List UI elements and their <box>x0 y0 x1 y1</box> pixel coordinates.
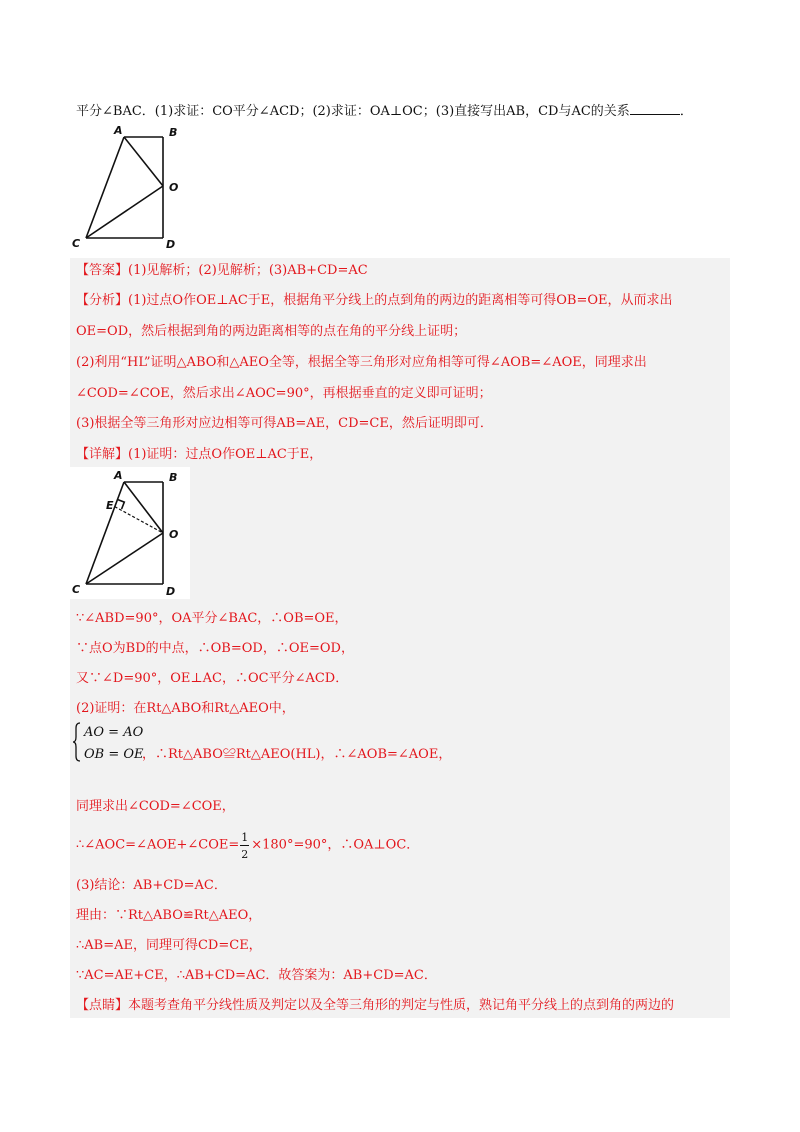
label-O: O <box>169 181 179 194</box>
answer-blank <box>630 101 680 115</box>
label-C: C <box>72 583 81 596</box>
label-E: E <box>106 499 114 512</box>
proof-line-7a: ∴∠AOC=∠AOE+∠COE= <box>76 837 240 853</box>
proof-line-2: ∵点O为BD的中点，∴OB=OD，∴OE=OD， <box>76 641 354 656</box>
proof-line-7b: ×180°=90°，∴OA⊥OC． <box>251 837 420 853</box>
system-eq-1: AO = AO <box>84 725 144 740</box>
proof-line-6: 同理求出∠COD=∠COE， <box>76 799 235 814</box>
proof-line-4: (2)证明：在Rt△ABO和Rt△AEO中， <box>76 701 295 716</box>
proof-line-9: 理由：∵Rt△ABO≌Rt△AEO， <box>76 908 262 923</box>
proof-line-7 <box>76 831 420 861</box>
problem-statement <box>76 101 693 121</box>
fraction-denominator: 2 <box>241 848 249 861</box>
figure-1 <box>70 122 190 250</box>
figure-2 <box>70 467 190 599</box>
problem-text: 平分∠BAC．(1)求证：CO平分∠ACD；(2)求证：OA⊥OC；(3)直接写出AB，CD与AC的关系 <box>76 104 630 119</box>
fraction-numerator: 1 <box>241 831 249 844</box>
fraction-half <box>239 831 251 861</box>
solution-block <box>70 258 730 1018</box>
label-O: O <box>169 528 179 541</box>
label-B: B <box>169 126 178 139</box>
detail-heading: 【详解】(1)证明：过点O作OE⊥AC于E， <box>76 447 323 462</box>
analysis-line-5: (3)根据全等三角形对应边相等可得AB=AE，CD=CE，然后证明即可． <box>76 416 493 431</box>
analysis-line-3: (2)利用“HL”证明△ABO和△AEO全等，根据全等三角形对应角相等可得∠AOB=∠AOE，同理求出 <box>76 355 647 370</box>
label-D: D <box>166 238 176 250</box>
problem-end: ． <box>679 104 693 119</box>
analysis-line-1: 【分析】(1)过点O作OE⊥AC于E，根据角平分线上的点到角的两边的距离相等可得OB=OE，从而求出 <box>76 293 673 308</box>
analysis-line-2: OE=OD，然后根据到角的两边距离相等的点在角的平分线上证明； <box>76 324 467 339</box>
label-A: A <box>114 469 123 482</box>
label-C: C <box>72 237 81 250</box>
proof-line-8: (3)结论：AB+CD=AC． <box>76 878 227 893</box>
label-D: D <box>166 585 176 598</box>
system-eq-2: OB = OE <box>84 747 144 762</box>
answer-line: 【答案】(1)见解析；(2)见解析；(3)AB+CD=AC <box>76 263 368 278</box>
proof-line-11: ∵AC=AE+CE，∴AB+CD=AC．故答案为：AB+CD=AC． <box>76 968 437 983</box>
proof-line-3: 又∵∠D=90°，OE⊥AC，∴OC平分∠ACD． <box>76 671 349 686</box>
proof-line-5: ，∴Rt△ABO≌Rt△AEO(HL)，∴∠AOB=∠AOE， <box>142 747 452 762</box>
proof-line-10: ∴AB=AE，同理可得CD=CE， <box>76 938 262 953</box>
label-A: A <box>114 124 123 137</box>
label-B: B <box>169 471 178 484</box>
proof-line-1: ∵∠ABD=90°，OA平分∠BAC，∴OB=OE， <box>76 611 348 626</box>
analysis-line-4: ∠COD=∠COE，然后求出∠AOC=90°，再根据垂直的定义即可证明； <box>76 386 492 401</box>
comment-line: 【点睛】本题考查角平分线性质及判定以及全等三角形的判定与性质，熟记角平分线上的点到角的两边的 <box>76 998 675 1013</box>
brace-icon <box>72 722 82 762</box>
